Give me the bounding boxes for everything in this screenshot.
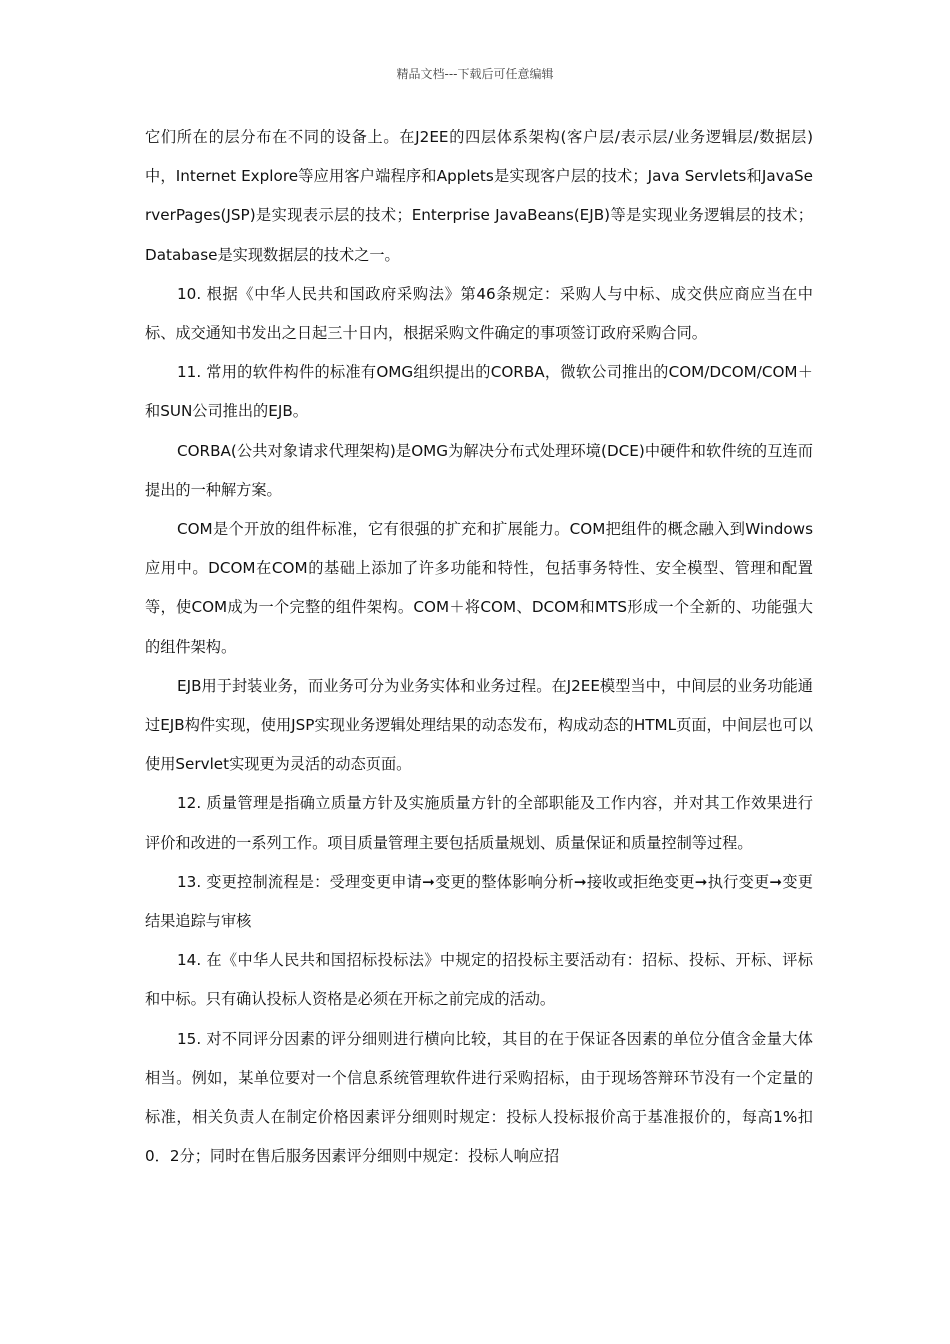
paragraph-continuation: 它们所在的层分布在不同的设备上。在J2EE的四层体系架构(客户层/表示层/业务逻辑层/数据层)中，Internet Explore等应用客户端程序和Applets是实现客户层的技术；Java Servlets和JavaServerPages(JSP)是实现表示层的技术；Enterprise JavaBeans(EJB)等是实现业务逻辑层的技术；Database是实现数据层的技术之一。 <box>145 128 813 264</box>
paragraph-item-13: 13. 变更控制流程是：受理变更申请➞变更的整体影响分析➞接收或拒绝变更➞执行变更➞变更结果追踪与审核 <box>145 872 813 931</box>
paragraph-item-11: 11. 常用的软件构件的标准有OMG组织提出的CORBA，微软公司推出的COM/DCOM/COM＋和SUN公司推出的EJB。 <box>145 363 813 421</box>
paragraph-item-10: 10. 根据《中华人民共和国政府采购法》第46条规定：采购人与中标、成交供应商应当在中标、成交通知书发出之日起三十日内，根据采购文件确定的事项签订政府采购合同。 <box>145 284 813 343</box>
paragraph-item-15: 15. 对不同评分因素的评分细则进行横向比较，其目的在于保证各因素的单位分值含金量大体相当。例如，某单位要对一个信息系统管理软件进行采购招标，由于现场答辩环节没有一个定量的标准，相关负责人在制定价格因素评分细则时规定：投标人投标报价高于基准报价的，每高1%扣0．2分；同时在售后服务因素评分细则中规定：投标人响应招 <box>145 1029 813 1166</box>
paragraph-item-12: 12. 质量管理是指确立质量方针及实施质量方针的全部职能及工作内容，并对其工作效果进行评价和改进的一系列工作。项目质量管理主要包括质量规划、质量保证和质量控制等过程。 <box>145 794 813 852</box>
page-header: 精品文档---下载后可任意编辑 <box>396 67 554 81</box>
paragraph-item-14: 14. 在《中华人民共和国招标投标法》中规定的招投标主要活动有：招标、投标、开标、评标和中标。只有确认投标人资格是必须在开标之前完成的活动。 <box>145 951 813 1009</box>
paragraph-ejb: EJB用于封装业务，而业务可分为业务实体和业务过程。在J2EE模型当中，中间层的业务功能通过EJB构件实现，使用JSP实现业务逻辑处理结果的动态发布，构成动态的HTML页面，中间层也可以使用Servlet实现更为灵活的动态页面。 <box>145 676 813 774</box>
document-body <box>145 118 813 1176</box>
paragraph-com: COM是个开放的组件标准，它有很强的扩充和扩展能力。COM把组件的概念融入到Windows应用中。DCOM在COM的基础上添加了许多功能和特性，包括事务特性、安全模型、管理和配置等，使COM成为一个完整的组件架构。COM＋将COM、DCOM和MTS形成一个全新的、功能强大的组件架构。 <box>145 520 813 656</box>
paragraph-corba: CORBA(公共对象请求代理架构)是OMG为解决分布式处理环境(DCE)中硬件和软件统的互连而提出的一种解方案。 <box>145 441 813 499</box>
